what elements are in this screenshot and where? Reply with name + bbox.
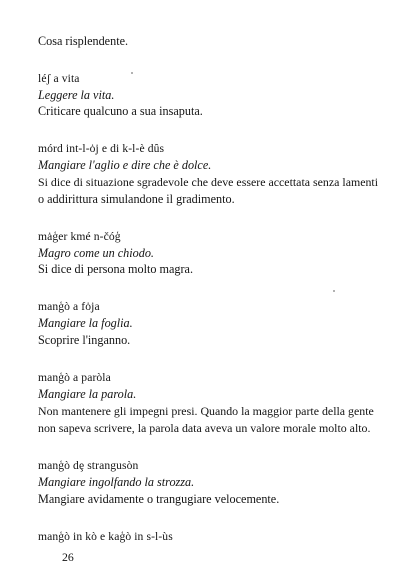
entry-term: manģò a fȯja [38,300,100,313]
entry-meaning: o addirittura simulandone il gradimento. [38,192,235,206]
entry-meaning: Non mantenere gli impegni presi. Quando la maggior parte della gente [38,404,374,418]
entry-literal-translation: Mangiare l'aglio e dire che è dolce. [38,158,212,172]
entry-literal-translation: Magro come un chiodo. [38,246,154,260]
entry-meaning: Si dice di persona molto magra. [38,262,194,276]
entry-literal-translation: Mangiare la parola. [38,387,137,401]
page-number: 26 [62,550,74,564]
entry-term: léʃ a vita [38,72,80,85]
entry-term: manģò a paròla [38,371,111,384]
entry-literal-translation: Mangiare la foglia. [38,316,133,330]
scan-speck [333,290,335,292]
entry-meaning: Criticare qualcuno a sua insaputa. [38,104,203,118]
entry-term: manģò in kò e kaģò in s-l-ùs [38,530,173,543]
entry-term: manģò dȩ strangusòn [38,459,139,472]
entry-meaning: non sapeva scrivere, la parola data aveva un valore morale molto alto. [38,421,371,435]
entry-meaning: Mangiare avidamente o trangugiare velocemente. [38,492,280,506]
intro-text: Cosa risplendente. [38,34,129,48]
entry-term: mȧģer kmé n-čóģ [38,230,121,243]
entry-meaning: Si dice di situazione sgradevole che deve essere accettata senza lamenti [38,175,379,189]
entry-literal-translation: Mangiare ingolfando la strozza. [38,475,195,489]
entry-term: mórd int-l-ȯj e di k-l-è dȗs [38,142,165,155]
entry-meaning: Scoprire l'inganno. [38,333,131,347]
scan-speck [131,72,133,74]
entry-literal-translation: Leggere la vita. [38,88,115,102]
